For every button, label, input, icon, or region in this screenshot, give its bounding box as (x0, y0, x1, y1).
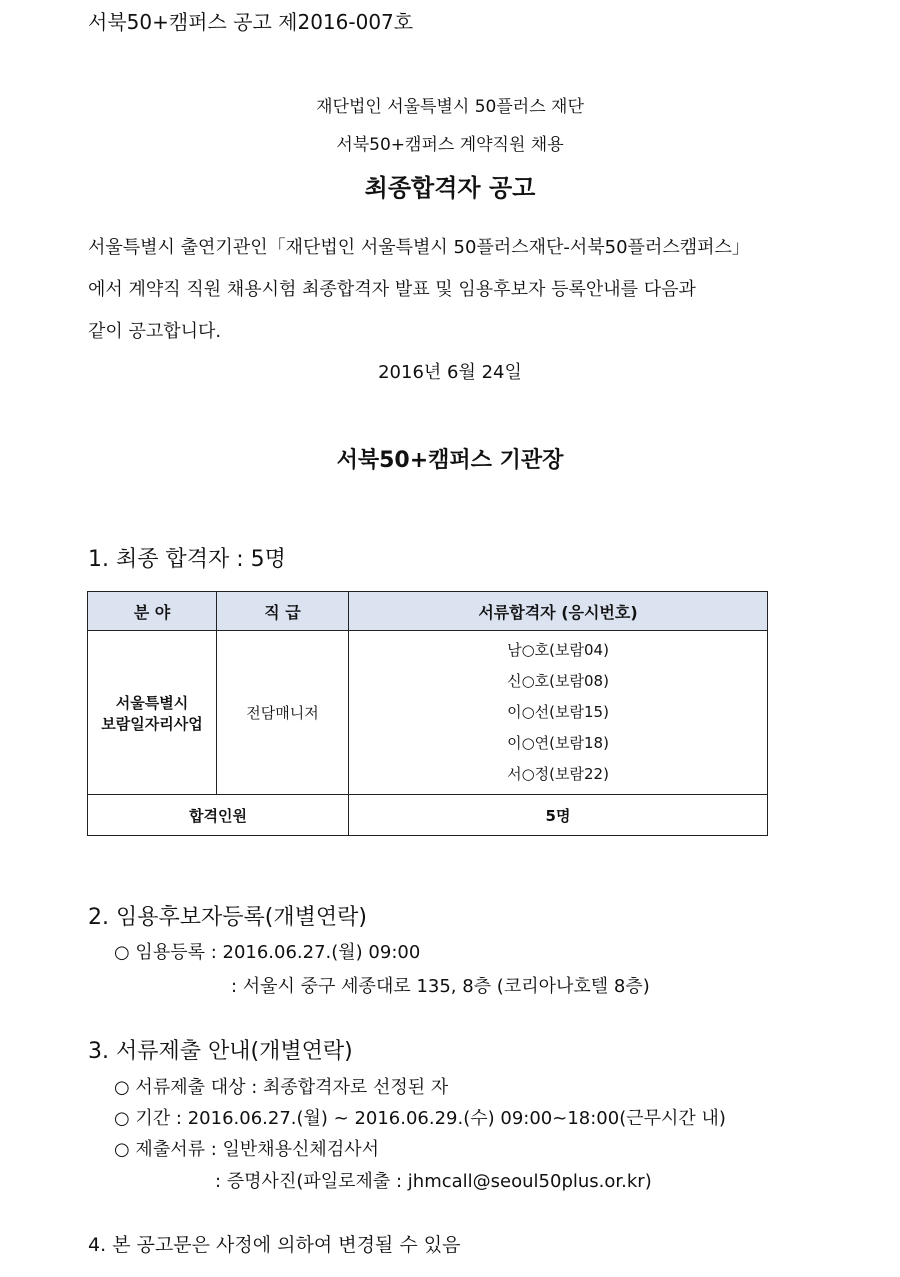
applicant-name: 이○연(보람18) (507, 734, 609, 752)
section1-heading: 1. 최종 합격자 : 5명 (88, 547, 286, 572)
intro-line-2: 에서 계약직 직원 채용시험 최종합격자 발표 및 임용후보자 등록안내를 다음과 (88, 279, 696, 300)
section3-line-1: ○ 서류제출 대상 : 최종합격자로 선정된 자 (114, 1077, 449, 1098)
organization-line: 재단법인 서울특별시 50플러스 재단 (316, 97, 584, 117)
section2-heading: 2. 임용후보자등록(개별연락) (88, 905, 367, 930)
header-applicants: 서류합격자 (응시번호) (349, 592, 768, 631)
applicant-name: 남○호(보람04) (507, 641, 609, 659)
intro-line-1: 서울특별시 출연기관인「재단법인 서울특별시 50플러스재단-서북50플러스캠퍼스」 (88, 237, 750, 258)
result-table (87, 591, 768, 836)
applicant-name: 신○호(보람08) (507, 672, 609, 690)
field-line-1: 서울특별시 (115, 693, 189, 712)
total-value: 5명 (349, 795, 768, 836)
section3-line-4: : 증명사진(파일로제출 : jhmcall@seoul50plus.or.kr) (215, 1171, 652, 1192)
table-row (88, 631, 768, 795)
signer: 서북50+캠퍼스 기관장 (336, 448, 564, 473)
section3-line-2: ○ 기간 : 2016.06.27.(월) ~ 2016.06.29.(수) 09:00~18:00(근무시간 내) (114, 1108, 726, 1129)
recruitment-subtitle: 서북50+캠퍼스 계약직원 채용 (336, 135, 564, 155)
header-field: 분 야 (88, 592, 217, 631)
section2-line-2: : 서울시 중구 세종대로 135, 8층 (코리아나호텔 8층) (231, 976, 650, 997)
names-cell (349, 631, 768, 795)
notice-number: 서북50+캠퍼스 공고 제2016-007호 (88, 10, 414, 34)
table-header-row (88, 592, 768, 631)
section3-line-3: ○ 제출서류 : 일반채용신체검사서 (114, 1139, 379, 1160)
applicant-name: 서○정(보람22) (507, 765, 609, 783)
applicant-name: 이○선(보람15) (507, 703, 609, 721)
field-cell (88, 631, 217, 795)
page-title: 최종합격자 공고 (364, 174, 536, 202)
position-cell: 전담매니저 (217, 631, 349, 795)
intro-line-3: 같이 공고합니다. (88, 321, 222, 342)
section3-heading: 3. 서류제출 안내(개별연락) (88, 1039, 353, 1064)
total-row (88, 795, 768, 836)
field-line-2: 보람일자리사업 (101, 714, 203, 733)
announcement-date: 2016년 6월 24일 (378, 362, 522, 383)
header-position: 직 급 (217, 592, 349, 631)
section2-line-1: ○ 임용등록 : 2016.06.27.(월) 09:00 (114, 942, 421, 963)
total-label: 합격인원 (88, 795, 349, 836)
section4-note: 4. 본 공고문은 사정에 의하여 변경될 수 있음 (88, 1234, 461, 1256)
